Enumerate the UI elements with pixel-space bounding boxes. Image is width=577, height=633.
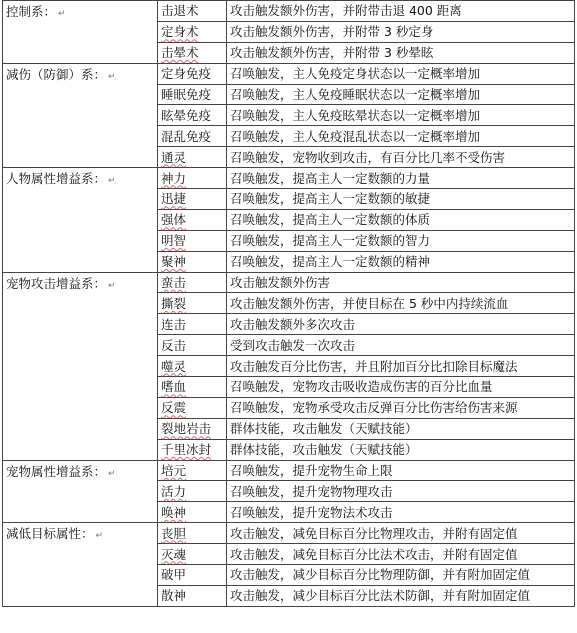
skill-name-cell: 定身免疫: [158, 63, 227, 84]
skill-name-cell: 定身术: [158, 21, 227, 42]
skill-description-cell: 召唤触发，提升宠物生命上限: [227, 460, 575, 481]
skill-name-cell: 培元: [158, 460, 227, 481]
skill-name-cell: 活力: [158, 481, 227, 502]
skill-name-cell: 击晕术: [158, 42, 227, 63]
skill-description-cell: 召唤触发，主人免疫睡眠状态以一定概率增加: [227, 84, 575, 105]
skill-description-cell: 攻击触发，减少目标百分比法术防御，并有附加固定值: [227, 585, 575, 606]
skill-name-cell: 反震: [158, 397, 227, 418]
skill-name-cell: 睡眠免疫: [158, 84, 227, 105]
skill-description-cell: 召唤触发，提高主人一定数额的体质: [227, 209, 575, 230]
skill-table-body: [3, 1, 575, 607]
category-cell: [3, 1, 158, 64]
skill-description-cell: 群体技能，攻击触发（天赋技能）: [227, 418, 575, 439]
skill-description-cell: 攻击触发百分比伤害，并且附加百分比扣除目标魔法: [227, 356, 575, 377]
category-label: 宠物攻击增益系：: [6, 275, 107, 291]
skill-name-cell: 聚神: [158, 251, 227, 272]
paragraph-mark-icon: ↵: [108, 71, 116, 82]
paragraph-mark-icon: ↵: [108, 280, 116, 291]
category-label: 宠物属性增益系：: [6, 463, 107, 479]
skill-description-cell: 攻击触发额外多次攻击: [227, 314, 575, 335]
skill-name-cell: 通灵: [158, 147, 227, 168]
skill-name-cell: 神力: [158, 168, 227, 189]
skill-description-cell: 攻击触发，减免目标百分比法术攻击，并附有固定值: [227, 544, 575, 565]
skill-name-cell: 破甲: [158, 565, 227, 586]
category-cell: [3, 63, 158, 167]
skill-description-cell: 群体技能，攻击触发（天赋技能）: [227, 439, 575, 460]
category-cell: [3, 460, 158, 523]
category-label: 减低目标属性：: [6, 526, 94, 542]
skill-description-cell: 召唤触发，主人免疫眩晕状态以一定概率增加: [227, 105, 575, 126]
skill-name-cell: 蛮击: [158, 272, 227, 293]
paragraph-mark-icon: ↵: [95, 531, 104, 542]
pet-skill-table: [2, 0, 575, 607]
skill-description-cell: 召唤触发，提升宠物物理攻击: [227, 481, 575, 502]
skill-description-cell: 召唤触发，提高主人一定数额的力量: [227, 168, 575, 189]
skill-name-cell: 散神: [158, 585, 227, 606]
skill-description-cell: 召唤触发，提高主人一定数额的精神: [227, 251, 575, 272]
table-row: [3, 63, 575, 84]
skill-description-cell: 召唤触发，提高主人一定数额的智力: [227, 230, 575, 251]
paragraph-mark-icon: ↵: [108, 176, 116, 187]
table-row: [3, 460, 575, 481]
skill-name-cell: 灭魂: [158, 544, 227, 565]
skill-name-cell: 唤神: [158, 502, 227, 523]
skill-description-cell: 召唤触发，提高主人一定数额的敏捷: [227, 189, 575, 210]
category-cell: [3, 523, 158, 607]
table-row: [3, 272, 575, 293]
category-label: 减伤（防御）系：: [6, 66, 107, 82]
skill-name-cell: 反击: [158, 335, 227, 356]
skill-description-cell: 召唤触发，主人免疫定身状态以一定概率增加: [227, 63, 575, 84]
category-label: 人物属性增益系：: [6, 171, 107, 187]
skill-description-cell: 召唤触发，提升宠物法术攻击: [227, 502, 575, 523]
skill-description-cell: 攻击触发额外伤害，并使目标在 5 秒中内持续流血: [227, 293, 575, 314]
skill-name-cell: 丧胆: [158, 523, 227, 544]
skill-name-cell: 连击: [158, 314, 227, 335]
category-cell: [3, 272, 158, 460]
skill-name-cell: 击退术: [158, 1, 227, 22]
table-row: [3, 1, 575, 22]
skill-description-cell: 召唤触发，宠物承受攻击反弹百分比伤害给伤害来源: [227, 397, 575, 418]
skill-description-cell: 攻击触发额外伤害，并附带击退 400 距离: [227, 1, 575, 22]
skill-description-cell: 攻击触发额外伤害，并附带 3 秒定身: [227, 21, 575, 42]
document-page: [2, 0, 575, 607]
skill-description-cell: 攻击触发额外伤害: [227, 272, 575, 293]
skill-name-cell: 强体: [158, 209, 227, 230]
skill-name-cell: 噬灵: [158, 356, 227, 377]
skill-name-cell: 明智: [158, 230, 227, 251]
category-label: 控制系：: [6, 4, 57, 19]
skill-description-cell: 召唤触发，宠物收到攻击，有百分比几率不受伤害: [227, 147, 575, 168]
skill-description-cell: 召唤触发，宠物攻击吸收造成伤害的百分比血量: [227, 377, 575, 398]
skill-name-cell: 裂地岩击: [158, 418, 227, 439]
skill-name-cell: 千里冰封: [158, 439, 227, 460]
skill-description-cell: 召唤触发，主人免疫混乱状态以一定概率增加: [227, 126, 575, 147]
skill-description-cell: 攻击触发额外伤害，并附带 3 秒晕眩: [227, 42, 575, 63]
skill-description-cell: 攻击触发，减少目标百分比物理防御，并有附加固定值: [227, 565, 575, 586]
paragraph-mark-icon: ↵: [58, 9, 66, 19]
category-cell: [3, 168, 158, 272]
skill-description-cell: 受到攻击触发一次攻击: [227, 335, 575, 356]
skill-name-cell: 嗜血: [158, 377, 227, 398]
skill-name-cell: 迅捷: [158, 189, 227, 210]
skill-name-cell: 眩晕免疫: [158, 105, 227, 126]
skill-name-cell: 混乱免疫: [158, 126, 227, 147]
table-row: [3, 523, 575, 544]
table-row: [3, 168, 575, 189]
skill-description-cell: 攻击触发，减免目标百分比物理攻击，并附有固定值: [227, 523, 575, 544]
skill-name-cell: 撕裂: [158, 293, 227, 314]
paragraph-mark-icon: ↵: [108, 468, 116, 479]
